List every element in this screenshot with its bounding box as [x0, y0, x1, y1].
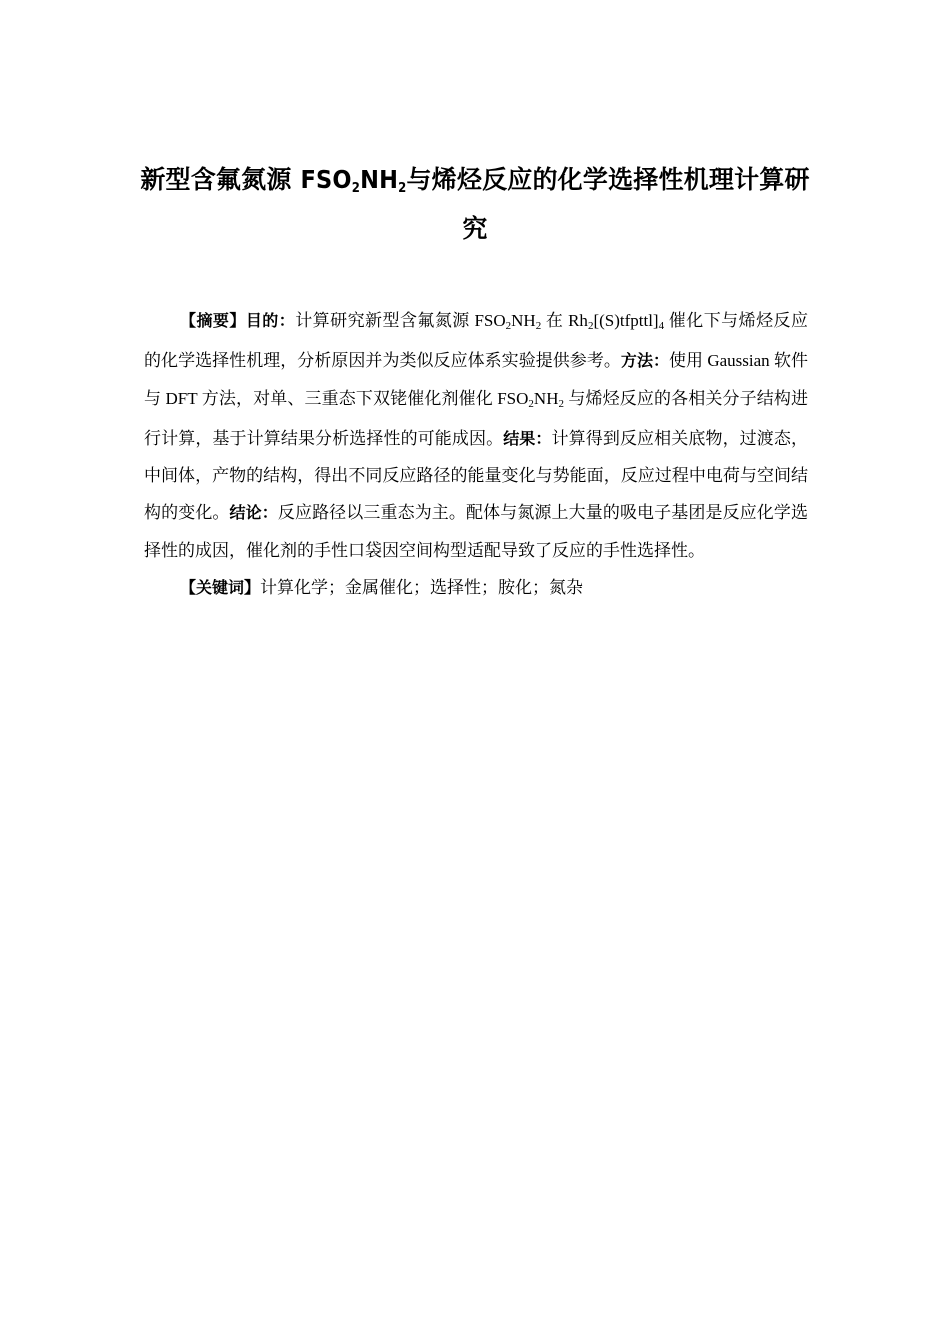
paper-title-line-2: 究 [462, 214, 488, 243]
abstract-label: 【摘要】 [180, 311, 246, 330]
title-formula-subscript: 2 [398, 181, 407, 196]
abstract-paragraph [144, 302, 808, 569]
formula-subscript: 2 [558, 397, 564, 410]
formula-subscript: 4 [658, 320, 665, 332]
purpose-label: 目的： [245, 311, 296, 330]
title-formula [300, 165, 406, 194]
formula-subscript: 2 [505, 320, 512, 332]
formula-subscript: 2 [535, 320, 542, 332]
title-formula-part: NH [360, 165, 399, 194]
purpose-text: 计算研究新型含氟氮源 FSO [295, 311, 506, 330]
conclusion-label: 结论： [229, 503, 278, 523]
formula-subscript: 2 [528, 397, 534, 410]
abstract-section [144, 302, 808, 606]
purpose-text: 在 Rh [541, 311, 588, 330]
result-text: 计算得到反应相关底物，过渡态，中间体，产物的结构，得出不同反应路径的能量变化与势能面，反应过程中电荷与空间结构的变化。 [144, 428, 808, 523]
method-label: 方法： [620, 351, 670, 371]
purpose-text: [(S)tfpttl] [593, 311, 659, 330]
title-formula-subscript: 2 [351, 181, 361, 196]
method-text: 使用 Gaussian 软件与 DFT 方法，对单、三重态下双铑催化剂催化 FSO [144, 351, 808, 408]
method-text: NH [533, 388, 559, 408]
formula-subscript: 2 [587, 320, 594, 332]
paper-title-line-1 [140, 158, 810, 207]
result-label: 结果： [503, 428, 552, 448]
keywords-text: 计算化学；金属催化；选择性；胺化；氮杂 [260, 578, 584, 598]
paper-title [140, 158, 810, 251]
method-text: 与烯烃反应的各相关分子结构进行计算，基于计算结果分析选择性的可能成因。 [144, 388, 809, 448]
keywords-label: 【关键词】 [180, 578, 261, 598]
keywords-paragraph [144, 569, 808, 606]
conclusion-text: 反应路径以三重态为主。配体与氮源上大量的吸电子基团是反应化学选择性的成因，催化剂的手性口袋因空间构型适配导致了反应的手性选择性。 [144, 503, 809, 560]
title-prefix: 新型含氟氮源 [140, 165, 301, 194]
title-suffix: 与烯烃反应的化学选择性机理计算研 [406, 165, 810, 194]
title-formula-part: FSO [300, 165, 352, 194]
purpose-text: NH [511, 311, 536, 330]
purpose-text: 催化下与烯烃反应的化学选择性机理，分析原因并为类似反应体系实验提供参考。 [144, 311, 808, 371]
